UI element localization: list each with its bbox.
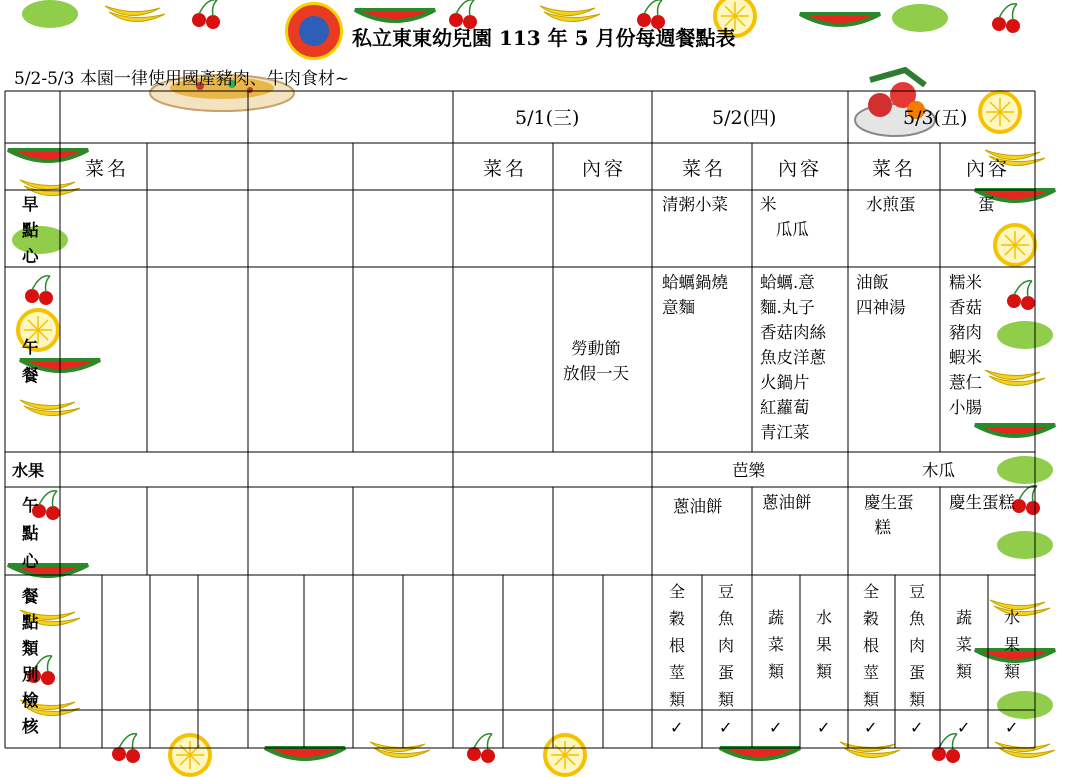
check-mark: ✓ — [670, 718, 684, 737]
day3-group-veg: 蔬 菜 類 — [955, 608, 972, 681]
day3-group-protein: 豆 魚 肉 蛋 類 — [908, 582, 925, 709]
col-header-dish-1: 菜名 — [483, 158, 528, 180]
col-header-dish-2: 菜名 — [682, 158, 727, 180]
day3-snack-content: 慶生蛋糕 — [949, 493, 1015, 512]
day3-snack-dish: 慶生蛋 糕 — [864, 493, 914, 537]
col-header-content-2: 內容 — [778, 158, 823, 180]
day2-snack-dish: 蔥油餅 — [673, 497, 723, 516]
col-header-dish-0: 菜名 — [85, 158, 130, 180]
row-label-snack: 午 點 心 — [22, 496, 39, 571]
row-label-check: 餐 點 類 別 檢 核 — [22, 587, 39, 736]
check-mark: ✓ — [719, 718, 733, 737]
check-mark: ✓ — [957, 718, 971, 737]
day2-group-grains: 全 穀 根 莖 類 — [668, 582, 685, 709]
day2-group-protein: 豆 魚 肉 蛋 類 — [717, 582, 734, 709]
day3-breakfast-content: 蛋 — [978, 195, 995, 214]
school-logo — [285, 2, 343, 60]
col-header-content-3: 內容 — [966, 158, 1011, 180]
day3-group-grains: 全 穀 根 莖 類 — [862, 582, 879, 709]
day2-group-fruit: 水 果 類 — [815, 608, 832, 681]
day2-lunch-dish: 蛤蠣鍋燒 意麵 — [662, 273, 728, 317]
check-mark: ✓ — [1005, 718, 1019, 737]
day3-fruit: 木瓜 — [922, 461, 955, 480]
col-header-dish-3: 菜名 — [872, 158, 917, 180]
date-day1: 5/1(三) — [515, 107, 580, 129]
page-title: 私立東東幼兒園 113 年 5 月份每週餐點表 — [352, 26, 736, 50]
day2-breakfast-content: 米 瓜瓜 — [760, 195, 809, 239]
check-mark: ✓ — [769, 718, 783, 737]
day3-breakfast-dish: 水煎蛋 — [866, 195, 916, 214]
check-mark: ✓ — [910, 718, 924, 737]
check-mark: ✓ — [817, 718, 831, 737]
day3-lunch-content: 糯米 香菇 豬肉 蝦米 薏仁 小腸 — [949, 273, 982, 417]
col-header-content-1: 內容 — [582, 158, 627, 180]
day3-group-fruit: 水 果 類 — [1003, 608, 1020, 681]
row-label-breakfast: 早 點 心 — [22, 195, 39, 266]
row-label-fruit: 水果 — [12, 461, 45, 480]
day1-holiday-note: 勞動節 放假一天 — [563, 339, 629, 383]
day2-snack-content: 蔥油餅 — [762, 493, 812, 512]
day3-lunch-dish: 油飯 四神湯 — [856, 273, 906, 317]
page-subtitle: 5/2-5/3 本園一律使用國產豬肉、牛肉食材~ — [14, 69, 350, 89]
day2-group-veg: 蔬 菜 類 — [767, 608, 784, 681]
check-mark: ✓ — [864, 718, 878, 737]
row-label-lunch: 午 餐 — [22, 338, 39, 385]
day2-lunch-content: 蛤蠣.意 麵.丸子 香菇肉絲 魚皮洋蔥 火鍋片 紅蘿蔔 青江菜 — [760, 273, 826, 442]
date-day2: 5/2(四) — [712, 107, 777, 129]
day2-breakfast-dish: 清粥小菜 — [662, 195, 728, 214]
date-day3: 5/3(五) — [903, 107, 968, 129]
day2-fruit: 芭樂 — [732, 461, 765, 480]
